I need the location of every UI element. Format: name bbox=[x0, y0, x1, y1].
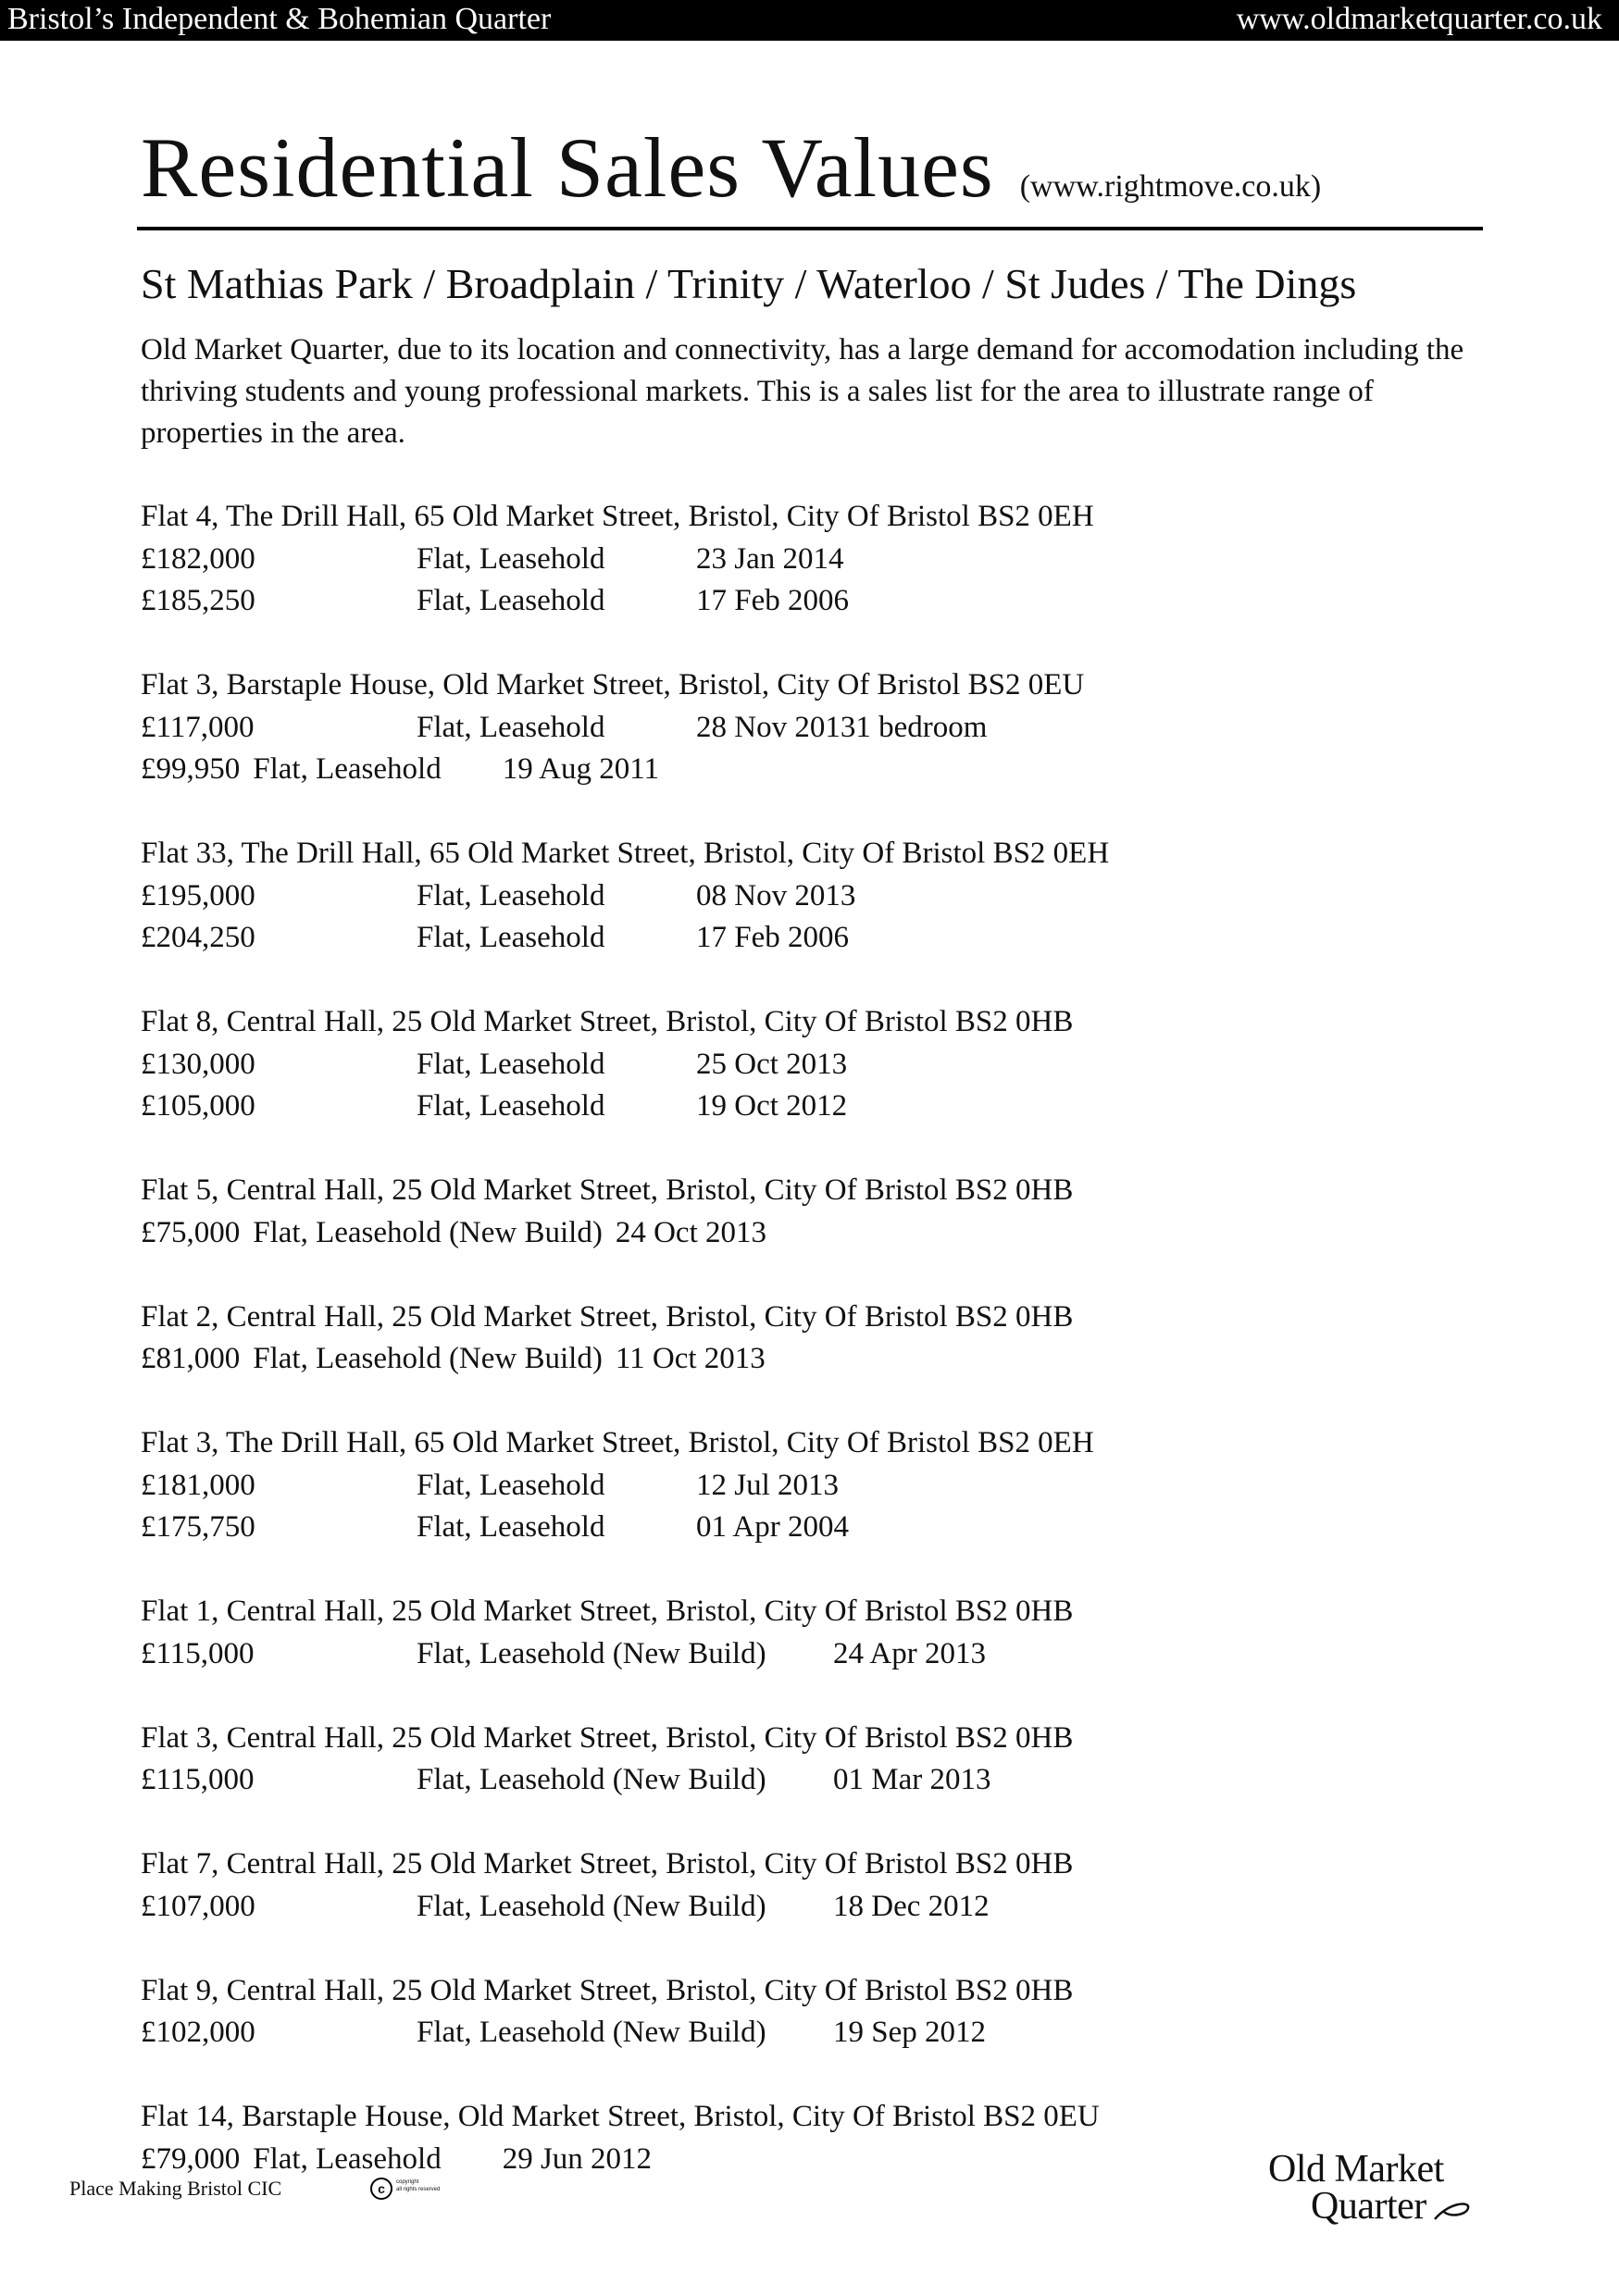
sale-row bbox=[141, 707, 1492, 750]
listing bbox=[141, 1843, 1492, 1928]
property-type: Flat, Leasehold bbox=[417, 710, 605, 744]
sale-row bbox=[141, 1086, 1492, 1128]
sale-price: £175,750 bbox=[141, 1510, 255, 1544]
sale-date: 19 Sep 2012 bbox=[833, 2016, 986, 2049]
listing-address: Flat 3, Barstaple House, Old Market Street, Bristol, City Of Bristol BS2 0EU bbox=[141, 668, 1085, 701]
property-type: Flat, Leasehold bbox=[417, 1510, 605, 1544]
sale-date: 25 Oct 2013 bbox=[696, 1047, 848, 1081]
listing bbox=[141, 1970, 1492, 2054]
sale-date: 28 Nov 20131 bedroom bbox=[696, 710, 988, 744]
property-type: Flat, Leasehold bbox=[417, 584, 605, 617]
organisation-name: Place Making Bristol CIC bbox=[69, 2177, 282, 2200]
listing bbox=[141, 1718, 1492, 1802]
sale-row bbox=[141, 580, 1492, 623]
listing-address: Flat 2, Central Hall, 25 Old Market Street, Bristol, City Of Bristol BS2 0HB bbox=[141, 1299, 1074, 1334]
property-type: Flat, Leasehold bbox=[417, 921, 605, 954]
sale-price: £195,000 bbox=[141, 878, 255, 912]
listing bbox=[141, 664, 1492, 791]
sale-date: 24 Apr 2013 bbox=[833, 1636, 986, 1670]
property-type: Flat, Leasehold bbox=[417, 541, 605, 576]
listing bbox=[141, 833, 1492, 960]
sale-price: £102,000 bbox=[141, 2016, 255, 2049]
listing bbox=[141, 1297, 1492, 1381]
copyright-notice bbox=[396, 2178, 440, 2193]
logo-line-2: Quarter bbox=[1311, 2185, 1426, 2228]
sale-date: 24 Oct 2013 bbox=[615, 1215, 766, 1249]
sale-date: 18 Dec 2012 bbox=[833, 1889, 990, 1923]
logo-line-1: Old Market bbox=[1268, 2148, 1444, 2191]
copyright-text-1: copyright bbox=[396, 2179, 419, 2185]
property-type: Flat, Leasehold bbox=[417, 1047, 605, 1081]
listings bbox=[141, 496, 1492, 2223]
sale-price: £115,000 bbox=[141, 1763, 255, 1796]
listing-address: Flat 1, Central Hall, 25 Old Market Street, Bristol, City Of Bristol BS2 0HB bbox=[141, 1595, 1074, 1628]
sale-row bbox=[141, 917, 1492, 960]
listing bbox=[141, 1001, 1492, 1128]
listing-address: Flat 3, Central Hall, 25 Old Market Street, Bristol, City Of Bristol BS2 0HB bbox=[141, 1720, 1074, 1755]
sale-date: 01 Apr 2004 bbox=[696, 1510, 849, 1544]
listing bbox=[141, 496, 1492, 623]
header-tagline: Bristol’s Independent & Bohemian Quarter bbox=[7, 2, 552, 36]
property-type: Flat, Leasehold (New Build) bbox=[253, 1215, 603, 1249]
sale-price: £185,250 bbox=[141, 584, 255, 617]
property-type: Flat, Leasehold bbox=[253, 2141, 442, 2176]
sale-date: 19 Oct 2012 bbox=[696, 1089, 848, 1123]
property-type: Flat, Leasehold (New Build) bbox=[417, 2016, 766, 2049]
sale-price: £81,000 bbox=[141, 1342, 241, 1375]
sale-date: 19 Aug 2011 bbox=[502, 752, 659, 786]
sale-row bbox=[141, 1212, 1492, 1255]
title-source: (www.rightmove.co.uk) bbox=[1019, 169, 1322, 204]
sale-price: £75,000 bbox=[141, 1215, 241, 1249]
sale-price: £181,000 bbox=[141, 1468, 255, 1502]
listing bbox=[141, 1422, 1492, 1549]
property-type: Flat, Leasehold (New Build) bbox=[417, 1636, 766, 1670]
listing-address: Flat 7, Central Hall, 25 Old Market Street, Bristol, City Of Bristol BS2 0HB bbox=[141, 1847, 1074, 1880]
property-type: Flat, Leasehold bbox=[253, 752, 442, 786]
area-subtitle: St Mathias Park / Broadplain / Trinity / Waterloo / St Judes / The Dings bbox=[141, 260, 1357, 307]
intro-paragraph: Old Market Quarter, due to its location and connectivity, has a large demand for accomodation including the thriving students and young professional markets. This is a sales list for the area to illustrate range of properties in the area. bbox=[141, 333, 1464, 450]
listing-address: Flat 8, Central Hall, 25 Old Market Street, Bristol, City Of Bristol BS2 0HB bbox=[141, 1005, 1074, 1038]
logo-swash-icon bbox=[1259, 2147, 1481, 2240]
property-type: Flat, Leasehold bbox=[417, 1468, 605, 1502]
sale-date: 08 Nov 2013 bbox=[696, 878, 856, 912]
listing-address: Flat 9, Central Hall, 25 Old Market Street, Bristol, City Of Bristol BS2 0HB bbox=[141, 1973, 1074, 2007]
header-website-link[interactable]: www.oldmarketquarter.co.uk bbox=[1236, 2, 1602, 36]
title-rule bbox=[137, 227, 1483, 230]
sale-row bbox=[141, 2012, 1492, 2054]
sale-price: £99,950 bbox=[141, 752, 241, 786]
property-type: Flat, Leasehold bbox=[417, 878, 605, 912]
sale-row bbox=[141, 1044, 1492, 1086]
sale-date: 17 Feb 2006 bbox=[696, 584, 849, 617]
sale-price: £105,000 bbox=[141, 1089, 255, 1123]
listing-address: Flat 5, Central Hall, 25 Old Market Street, Bristol, City Of Bristol BS2 0HB bbox=[141, 1173, 1074, 1207]
property-type: Flat, Leasehold (New Build) bbox=[253, 1342, 603, 1375]
sale-date: 11 Oct 2013 bbox=[615, 1342, 766, 1375]
listing-address: Flat 4, The Drill Hall, 65 Old Market Street, Bristol, City Of Bristol BS2 0EH bbox=[141, 500, 1094, 533]
sale-price: £182,000 bbox=[141, 541, 255, 576]
sale-price: £130,000 bbox=[141, 1047, 255, 1081]
sale-price: £204,250 bbox=[141, 921, 255, 954]
sale-date: 23 Jan 2014 bbox=[696, 541, 844, 576]
copyright-text-2: all rights reserved bbox=[396, 2187, 441, 2192]
header-bar bbox=[0, 0, 1619, 41]
title-row bbox=[141, 118, 1321, 217]
sale-row bbox=[141, 1465, 1492, 1508]
listing bbox=[141, 1170, 1492, 1254]
sale-date: 29 Jun 2012 bbox=[502, 2141, 653, 2176]
page-title: Residential Sales Values bbox=[141, 120, 994, 215]
sale-row bbox=[141, 1886, 1492, 1929]
sale-date: 12 Jul 2013 bbox=[696, 1468, 840, 1502]
sale-price: £107,000 bbox=[141, 1889, 255, 1923]
property-type: Flat, Leasehold (New Build) bbox=[417, 1763, 766, 1796]
property-type: Flat, Leasehold bbox=[417, 1089, 605, 1123]
listing-address: Flat 3, The Drill Hall, 65 Old Market Street, Bristol, City Of Bristol BS2 0EH bbox=[141, 1426, 1094, 1459]
sale-price: £115,000 bbox=[141, 1636, 255, 1670]
sale-date: 01 Mar 2013 bbox=[833, 1763, 991, 1796]
sale-row bbox=[141, 1759, 1492, 1802]
sale-row bbox=[141, 1338, 1492, 1381]
copyright-icon: c bbox=[370, 2178, 392, 2200]
sale-price: £117,000 bbox=[141, 710, 255, 744]
sale-row bbox=[141, 1633, 1492, 1676]
property-type: Flat, Leasehold (New Build) bbox=[417, 1889, 766, 1923]
listing bbox=[141, 1591, 1492, 1675]
listing-address: Flat 33, The Drill Hall, 65 Old Market Street, Bristol, City Of Bristol BS2 0EH bbox=[141, 837, 1110, 870]
sale-row bbox=[141, 539, 1492, 581]
listing-address: Flat 14, Barstaple House, Old Market Street, Bristol, City Of Bristol BS2 0EU bbox=[141, 2100, 1100, 2133]
sale-row bbox=[141, 1507, 1492, 1549]
sale-row bbox=[141, 749, 1492, 791]
old-market-quarter-logo bbox=[1259, 2147, 1481, 2240]
sale-price: £79,000 bbox=[141, 2141, 241, 2176]
sale-date: 17 Feb 2006 bbox=[696, 921, 849, 954]
sale-row bbox=[141, 875, 1492, 918]
